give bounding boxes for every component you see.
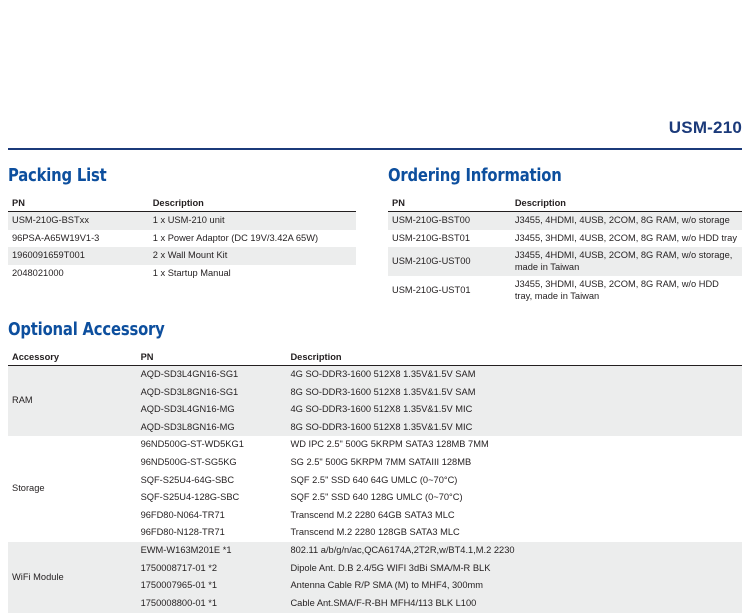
table-row: [8, 230, 356, 248]
cell-pn: USM-210G-UST01: [388, 276, 511, 305]
cell-description: J3455, 3HDMI, 4USB, 2COM, 8G RAM, w/o HDD tray, made in Taiwan: [511, 276, 742, 305]
cell-description: SG 2.5" 500G 5KRPM 7MM SATAIII 128MB: [286, 454, 742, 472]
cell-description: J3455, 4HDMI, 4USB, 2COM, 8G RAM, w/o storage, made in Taiwan: [511, 247, 742, 276]
cell-description: 8G SO-DDR3-1600 512X8 1.35V&1.5V SAM: [286, 384, 742, 402]
cell-description: Antenna Cable R/P SMA (M) to MHF4, 300mm: [286, 577, 742, 595]
cell-description: Dipole Ant. D.B 2.4/5G WIFI 3dBi SMA/M-R BLK: [286, 560, 742, 578]
cell-pn: 96PSA-A65W19V1-3: [8, 230, 149, 248]
cell-description: Cable Ant.SMA/F-R-BH MFH4/113 BLK L100: [286, 595, 742, 613]
cell-pn: USM-210G-BST01: [388, 230, 511, 248]
column-header-description: Description: [511, 195, 742, 212]
cell-accessory: RAM: [8, 366, 137, 437]
packing-list-heading: Packing List: [8, 166, 107, 186]
table-row: [8, 265, 356, 283]
cell-pn: USM-210G-UST00: [388, 247, 511, 276]
cell-description: Transcend M.2 2280 128GB SATA3 MLC: [286, 524, 742, 542]
ordering-information-table: [388, 195, 742, 306]
table-row: [388, 212, 742, 230]
column-header-description: Description: [286, 349, 742, 366]
table-row: [8, 247, 356, 265]
cell-description: 4G SO-DDR3-1600 512X8 1.35V&1.5V SAM: [286, 366, 742, 384]
cell-pn: USM-210G-BST00: [388, 212, 511, 230]
cell-description: J3455, 4HDMI, 4USB, 2COM, 8G RAM, w/o storage: [511, 212, 742, 230]
cell-description: 802.11 a/b/g/n/ac,QCA6174A,2T2R,w/BT4.1,M.2 2230: [286, 542, 742, 560]
optional-accessory-section: [8, 320, 742, 613]
cell-pn: EWM-W163M201E *1: [137, 542, 287, 560]
table-row: [8, 436, 742, 454]
table-header-row: [388, 195, 742, 212]
cell-description: 8G SO-DDR3-1600 512X8 1.35V&1.5V MIC: [286, 419, 742, 437]
page-title: USM-210: [668, 118, 742, 137]
cell-accessory: Storage: [8, 436, 137, 542]
cell-pn: 96ND500G-ST-SG5KG: [137, 454, 287, 472]
cell-pn: SQF-S25U4-64G-SBC: [137, 472, 287, 490]
cell-pn: AQD-SD3L4GN16-SG1: [137, 366, 287, 384]
cell-description: Transcend M.2 2280 64GB SATA3 MLC: [286, 507, 742, 525]
cell-description: 4G SO-DDR3-1600 512X8 1.35V&1.5V MIC: [286, 401, 742, 419]
column-header-pn: PN: [137, 349, 287, 366]
optional-accessory-heading: Optional Accessory: [8, 320, 165, 340]
cell-pn: AQD-SD3L4GN16-MG: [137, 401, 287, 419]
cell-description: 2 x Wall Mount Kit: [149, 247, 356, 265]
table-row: [8, 366, 742, 384]
cell-pn: SQF-S25U4-128G-SBC: [137, 489, 287, 507]
column-header-pn: PN: [8, 195, 149, 212]
cell-pn: AQD-SD3L8GN16-SG1: [137, 384, 287, 402]
table-header-row: [8, 195, 356, 212]
cell-pn: 1750008717-01 *2: [137, 560, 287, 578]
column-header-pn: PN: [388, 195, 511, 212]
cell-pn: 1960091659T001: [8, 247, 149, 265]
cell-pn: AQD-SD3L8GN16-MG: [137, 419, 287, 437]
cell-pn: USM-210G-BSTxx: [8, 212, 149, 230]
column-header-description: Description: [149, 195, 356, 212]
table-row: [8, 212, 356, 230]
cell-description: J3455, 3HDMI, 4USB, 2COM, 8G RAM, w/o HDD tray: [511, 230, 742, 248]
cell-description: 1 x USM-210 unit: [149, 212, 356, 230]
optional-accessory-table: [8, 349, 742, 613]
table-row: [8, 542, 742, 560]
cell-pn: 1750008800-01 *1: [137, 595, 287, 613]
ordering-information-heading: Ordering Information: [388, 166, 562, 186]
cell-description: SQF 2.5" SSD 640 64G UMLC (0~70°C): [286, 472, 742, 490]
column-header-accessory: Accessory: [8, 349, 137, 366]
packing-list-section: [8, 166, 356, 282]
ordering-information-section: [388, 166, 742, 306]
table-header-row: [8, 349, 742, 366]
cell-description: 1 x Power Adaptor (DC 19V/3.42A 65W): [149, 230, 356, 248]
header-divider: [8, 148, 742, 150]
cell-description: 1 x Startup Manual: [149, 265, 356, 283]
table-row: [388, 247, 742, 276]
cell-description: SQF 2.5" SSD 640 128G UMLC (0~70°C): [286, 489, 742, 507]
table-row: [388, 230, 742, 248]
table-row: [388, 276, 742, 305]
cell-pn: 96ND500G-ST-WD5KG1: [137, 436, 287, 454]
cell-pn: 2048021000: [8, 265, 149, 283]
packing-list-table: [8, 195, 356, 282]
cell-pn: 96FD80-N064-TR71: [137, 507, 287, 525]
cell-pn: 96FD80-N128-TR71: [137, 524, 287, 542]
cell-description: WD IPC 2.5" 500G 5KRPM SATA3 128MB 7MM: [286, 436, 742, 454]
cell-accessory: WiFi Module: [8, 542, 137, 612]
cell-pn: 1750007965-01 *1: [137, 577, 287, 595]
